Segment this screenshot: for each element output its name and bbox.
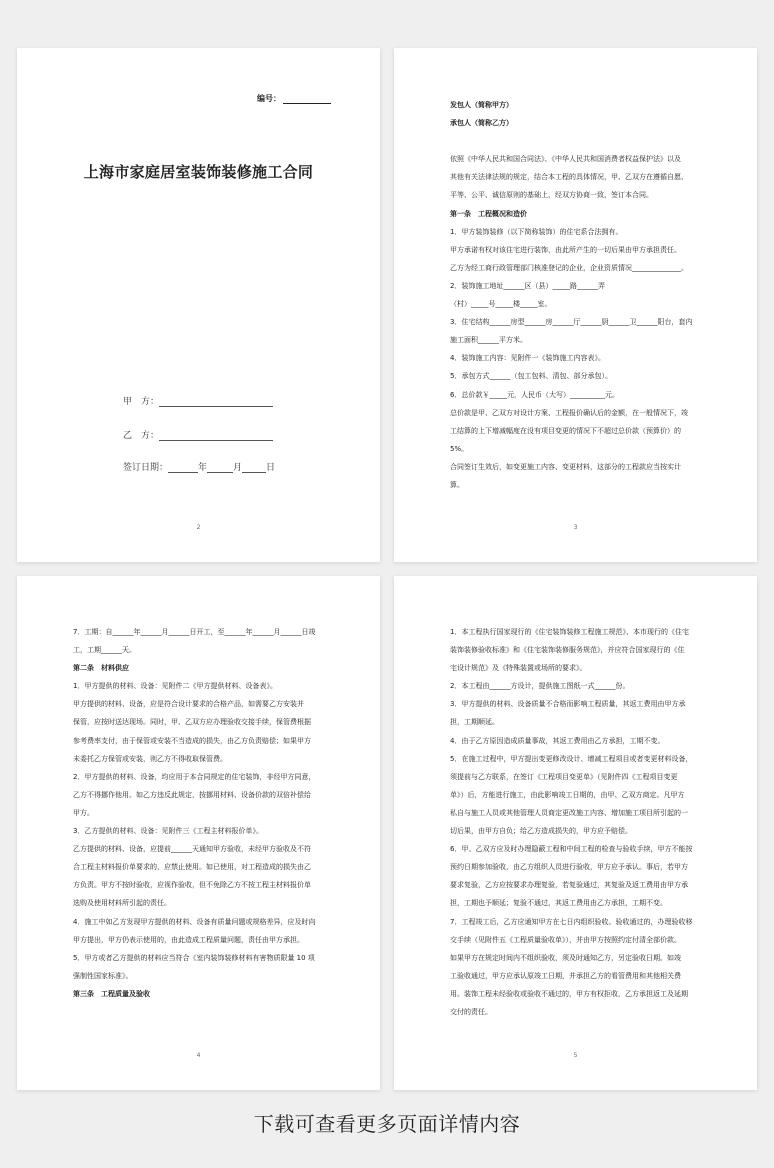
sign-date-label: 签订日期： [123,463,169,473]
section-heading: 第一条 工程概况和造价 [450,209,527,218]
body-line: 其他有关法律法规的规定，结合本工程的具体情况，甲、乙双方在遵循自愿、 [450,173,688,182]
body-line: 合工程主材料报价单要求的，应禁止使用。如已使用，对工程造成的损失由乙 [73,863,311,872]
body-line: 算。 [450,480,464,489]
party-b-blank [159,431,273,441]
body-line: 强制性国家标准》。 [73,971,133,980]
body-line: 方负责。甲方不按时验收，应视作验收，但不免除乙方不按工程主材料报价单 [73,881,311,890]
body-line: 预约日期参加验收，由乙方组织人员进行验收，甲方应予承认。事后，若甲方 [450,863,688,872]
body-line: 乙方提供的材料、设备，应提前______天通知甲方验收，未经甲方验收及不符 [73,845,311,854]
body-line: 工验收通过，甲方应承认原竣工日期，并承担乙方的看管费用和其他相关费 [450,971,681,980]
body-line: 总价款是甲、乙双方对设计方案、工程报价确认后的金额，在一般情况下，竣 [450,408,688,417]
page-number: 3 [573,524,578,531]
page-body [73,623,326,1003]
body-line: 4．施工中如乙方发现甲方提供的材料、设备有质量问题或规格差异，应及时向 [73,917,316,926]
body-line: 2．本工程由______方设计，提供施工图纸一式______份。 [450,682,630,691]
body-line: 7．工程竣工后，乙方应通知甲方在七日内组织验收。验收通过的，办理验收移 [450,917,693,926]
page-body [450,96,703,494]
body-line: 切后果，由甲方自负；给乙方造成损失的，甲方应予赔偿。 [450,827,632,836]
section-heading: 第三条 工程质量及验收 [73,989,150,998]
body-line: 5%。 [450,444,469,453]
body-line: 如果甲方在规定时间内不组织验收，须及时通知乙方，另定验收日期。如竣 [450,953,681,962]
body-line: 7．工期：自______年______月______日开工，至______年______月______日竣 [73,628,316,636]
body-line: 乙方为经工商行政管理部门核准登记的企业，企业资质情况______________。 [450,263,688,272]
page-number: 5 [573,1052,578,1059]
page-number: 2 [196,524,201,531]
party-a-label: 甲 方： [123,397,160,407]
body-line: 3．乙方提供的材料、设备：见附件三《工程主材料报价单》。 [73,827,263,836]
contract-page-5 [394,576,757,1090]
body-line: 2．甲方提供的材料、设备，均应用于本合同规定的住宅装饰，非经甲方同意， [73,772,316,781]
section-heading: 发包人（简称甲方） [450,101,513,109]
body-line: 6．总价款￥_____元，人民币（大写）__________元。 [450,390,619,399]
contract-page-3 [394,48,757,562]
body-line: 2．装饰施工地址______区（县）_____路______弄 [450,281,605,290]
body-line: 甲方承诺有权对该住宅进行装饰，由此所产生的一切后果由甲方承担责任。 [450,245,681,254]
party-a-line [123,394,273,407]
page-number: 4 [196,1052,201,1059]
body-line: 单》）后，方能进行施工，由此影响竣工日期的，由甲、乙双方商定。凡甲方 [450,790,685,799]
contract-code-label: 编号： [257,94,281,103]
day-blank [242,463,266,473]
body-line: 工结算的上下增减幅度在没有项目变更的情况下不超过总价款（预算价）的 [450,426,681,435]
body-line: 施工面积______平方米。 [450,336,527,345]
page-body [450,623,703,1021]
body-line: 装饰装修验收标准》和《住宅装饰装修服务规范》，并应符合国家现行的《住 [450,646,685,655]
body-line: 3．甲方提供的材料、设备质量不合格而影响工程质量，其返工费用由甲方承 [450,700,686,709]
month-blank [207,463,233,473]
body-line: 1．本工程执行国家现行的《住宅装饰装修工程施工规范》、本市现行的《住宅 [450,628,689,636]
party-a-blank [159,397,273,407]
body-line: 须提前与乙方联系，在签订《工程项目变更单》（见附件四《工程项目变更 [450,772,678,781]
body-line: 宅设计规范》及《特殊装置或场所的要求》。 [450,664,587,673]
body-line: 未委托乙方保管或安装，则乙方不得收取保管费。 [73,754,227,763]
body-line: 5．甲方或者乙方提供的材料应当符合《室内装饰装修材料有害物质限量 10 项 [73,953,315,962]
cover-page [17,48,380,562]
body-line: 1．甲方提供的材料、设备：见附件二《甲方提供材料、设备表》。 [73,682,277,691]
body-line: 交付的责任。 [450,1007,492,1016]
month-label: 月 [233,463,243,473]
body-line: 5．承包方式______（包工包料、清包、部分承包）。 [450,372,612,381]
body-line: 交手续（见附件五《工程质量验收单》），并由甲方按照约定付清全部价款。 [450,935,681,944]
body-line: 5．在施工过程中，甲方提出变更修改设计、增减工程项目或者变更材料设备， [450,754,693,763]
day-label: 日 [266,463,276,473]
section-heading: 第二条 材料供应 [73,664,129,673]
body-line: 甲方。 [73,808,94,817]
body-line: 3．住宅结构______房型______房______厅______厨______卫______阳台，套内 [450,318,693,327]
body-line: 乙方不得挪作他用。如乙方违反此规定，按挪用材料、设备价款的双倍补偿给 [73,790,311,799]
contract-code [257,93,331,104]
download-caption[interactable]: 下载可查看更多页面详情内容 [253,1112,521,1136]
party-b-label: 乙 方： [123,431,160,441]
body-line: 要求复验，乙方应按要求办理复验，若复验通过，其复验及返工费用由甲方承 [450,881,688,890]
body-line: 甲方提出，甲方仍表示使用的，由此造成工程质量问题，责任由甲方承担。 [73,935,304,944]
section-heading: 承包人（简称乙方） [450,119,513,128]
body-line: 选购及使用材料所引起的责任。 [73,899,171,908]
contract-code-blank [283,95,331,104]
body-line: 保管，应按时送达现场。同时，甲、乙双方应办理验收交接手续，保管费根据 [73,718,311,727]
contract-title: 上海市家庭居室装饰装修施工合同 [83,163,314,181]
body-line: 4．由于乙方原因造成质量事故，其返工费用由乙方承担，工期不变。 [450,736,665,745]
sign-date-line [123,460,275,473]
party-b-line [123,428,273,441]
body-line: （村）_____号_____楼_____室。 [450,300,552,309]
body-line: 私自与施工人员或其他管理人员商定更改施工内容、增加施工项目所引起的一 [450,808,688,817]
body-line: 6．甲、乙双方应及时办理隐蔽工程和中间工程的检查与验收手续，甲方不能按 [450,845,693,854]
body-line: 工，工期______天。 [73,646,136,655]
body-line: 1．甲方装饰装修（以下简称装饰）的住宅系合法拥有。 [450,227,623,236]
body-line: 依照《中华人民共和国合同法》、《中华人民共和国消费者权益保护法》以及 [450,155,681,164]
body-line: 4．装饰施工内容：见附件一《装饰施工内容表》。 [450,354,605,363]
body-line: 用。装饰工程未经验收或验收不通过的，甲方有权拒收，乙方承担返工及延期 [450,989,688,998]
body-line: 合同签订生效后，如变更施工内容、变更材料，这部分的工程款应当按实计 [450,462,681,471]
body-line: 平等、公平、诚信原则的基础上，经双方协商一致，签订本合同。 [450,191,653,200]
body-line: 担，工期也予顺延；复验不通过，其返工费用由乙方承担，工期不变。 [450,899,667,908]
body-line: 甲方提供的材料、设备，应是符合设计要求的合格产品，如需要乙方安装并 [73,700,304,709]
year-label: 年 [198,463,208,473]
body-line: 担，工期顺延。 [450,718,499,727]
body-line: 参考费率支付，由于保管或安装不当造成的损失，由乙方负责赔偿；如果甲方 [73,736,311,745]
body-line [450,132,703,150]
contract-page-4 [17,576,380,1090]
year-blank [168,463,198,473]
